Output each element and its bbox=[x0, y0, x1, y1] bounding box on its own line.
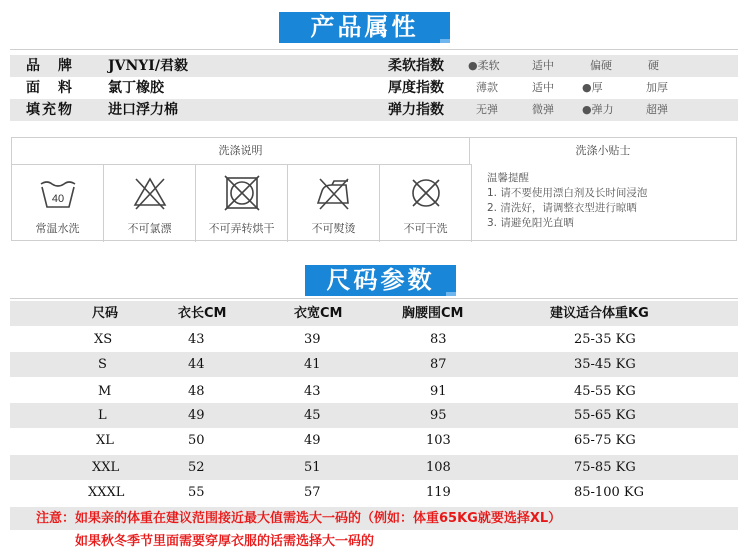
column-header: 建议适合体重KG bbox=[550, 306, 649, 321]
attribute-value: 氯丁橡胶 bbox=[108, 80, 164, 96]
tips-title: 温馨提醒 bbox=[487, 172, 529, 184]
width-cell: 51 bbox=[304, 460, 321, 475]
length-cell: 49 bbox=[188, 408, 205, 423]
scale-option: ●厚 bbox=[582, 81, 603, 94]
wash-label: 不可氯漂 bbox=[127, 222, 172, 235]
scale-option: 偏硬 bbox=[590, 59, 612, 72]
wash-label: 不可熨烫 bbox=[311, 222, 356, 235]
width-cell: 49 bbox=[304, 433, 321, 448]
column-header: 尺码 bbox=[92, 306, 119, 321]
table-row bbox=[10, 379, 738, 404]
wash-instructions-box bbox=[11, 137, 737, 241]
wash-temp: 40 bbox=[51, 193, 65, 205]
size-cell: XS bbox=[94, 332, 113, 347]
size-note: 如果秋冬季节里面需要穿厚衣服的话需选择大一码的 bbox=[36, 534, 375, 549]
length-cell: 48 bbox=[188, 384, 205, 399]
attribute-name: 面 料 bbox=[26, 80, 74, 96]
scale-option: ●弹力 bbox=[582, 103, 614, 116]
waist-cell: 95 bbox=[430, 408, 447, 423]
size-cell: S bbox=[98, 357, 107, 372]
wash-header-left: 洗涤说明 bbox=[12, 138, 470, 164]
wash-cell bbox=[196, 164, 288, 242]
size-cell: XXL bbox=[92, 460, 120, 475]
wash-label: 不可弄转烘干 bbox=[208, 222, 275, 235]
waist-cell: 91 bbox=[430, 384, 447, 399]
size-parameters-title: 尺码参数 bbox=[305, 265, 456, 296]
scale-label: 柔软指数 bbox=[388, 58, 444, 74]
wash-label: 不可干洗 bbox=[403, 222, 448, 235]
length-cell: 44 bbox=[188, 357, 205, 372]
divider bbox=[10, 49, 738, 50]
table-row bbox=[10, 428, 738, 453]
waist-cell: 108 bbox=[426, 460, 451, 475]
scale-option: 薄款 bbox=[476, 81, 498, 94]
length-cell: 43 bbox=[188, 332, 205, 347]
tip-item: 3. 请避免阳光直晒 bbox=[487, 217, 574, 229]
scale-label: 厚度指数 bbox=[388, 80, 444, 96]
size-cell: M bbox=[98, 384, 112, 399]
wash-header-right: 洗涤小贴士 bbox=[575, 144, 631, 157]
wash-cell bbox=[288, 164, 380, 242]
attribute-name: 品 牌 bbox=[26, 58, 74, 74]
weight-cell: 85-100 KG bbox=[574, 485, 644, 500]
no-tumble-dry-icon bbox=[222, 173, 262, 213]
width-cell: 45 bbox=[304, 408, 321, 423]
attribute-row-filling bbox=[10, 99, 738, 121]
size-table-header bbox=[10, 301, 738, 326]
table-row bbox=[10, 327, 738, 352]
table-row bbox=[10, 455, 738, 480]
weight-cell: 45-55 KG bbox=[574, 384, 636, 399]
attribute-value: 进口浮力棉 bbox=[108, 102, 178, 118]
scale-option: 硬 bbox=[648, 59, 659, 72]
length-cell: 52 bbox=[188, 460, 205, 475]
size-cell: XL bbox=[96, 433, 114, 448]
no-bleach-icon bbox=[130, 173, 170, 213]
divider bbox=[10, 298, 738, 299]
product-attributes-title: 产品属性 bbox=[279, 12, 450, 43]
width-cell: 41 bbox=[304, 357, 321, 372]
wash-label: 常温水洗 bbox=[35, 222, 80, 235]
wash-cell bbox=[104, 164, 196, 242]
no-iron-icon bbox=[314, 173, 354, 213]
scale-label: 弹力指数 bbox=[388, 102, 444, 118]
weight-cell: 25-35 KG bbox=[574, 332, 636, 347]
scale-option: ●柔软 bbox=[468, 59, 500, 72]
attribute-row-brand bbox=[10, 55, 738, 77]
weight-cell: 75-85 KG bbox=[574, 460, 636, 475]
table-row bbox=[10, 480, 738, 505]
wash-40-icon bbox=[38, 173, 78, 213]
scale-option: 加厚 bbox=[646, 81, 668, 94]
attribute-name: 填充物 bbox=[26, 102, 74, 118]
width-cell: 43 bbox=[304, 384, 321, 399]
waist-cell: 119 bbox=[426, 485, 451, 500]
waist-cell: 83 bbox=[430, 332, 447, 347]
table-row bbox=[10, 403, 738, 428]
column-header: 胸腰围CM bbox=[402, 306, 464, 321]
wash-tips bbox=[487, 171, 727, 231]
weight-cell: 65-75 KG bbox=[574, 433, 636, 448]
waist-cell: 87 bbox=[430, 357, 447, 372]
weight-cell: 35-45 KG bbox=[574, 357, 636, 372]
no-dry-clean-icon bbox=[406, 173, 446, 213]
scale-option: 微弹 bbox=[532, 103, 554, 116]
length-cell: 55 bbox=[188, 485, 205, 500]
scale-option: 适中 bbox=[532, 59, 554, 72]
size-cell: L bbox=[98, 408, 107, 423]
waist-cell: 103 bbox=[426, 433, 451, 448]
column-header: 衣宽CM bbox=[294, 306, 343, 321]
width-cell: 39 bbox=[304, 332, 321, 347]
column-header: 衣长CM bbox=[178, 306, 227, 321]
table-row bbox=[10, 352, 738, 377]
width-cell: 57 bbox=[304, 485, 321, 500]
length-cell: 50 bbox=[188, 433, 205, 448]
scale-option: 无弹 bbox=[476, 103, 498, 116]
attribute-value: JVNYI/君毅 bbox=[108, 58, 188, 74]
size-cell: XXXL bbox=[88, 485, 125, 500]
tip-item: 1. 请不要使用漂白剂及长时间浸泡 bbox=[487, 187, 648, 199]
scale-option: 适中 bbox=[532, 81, 554, 94]
size-note: 注意：如果亲的体重在建议范围接近最大值需选大一码的（例如：体重65KG就要选择XL） bbox=[10, 507, 738, 530]
scale-option: 超弹 bbox=[646, 103, 668, 116]
weight-cell: 55-65 KG bbox=[574, 408, 636, 423]
wash-cell bbox=[380, 164, 472, 242]
wash-cell bbox=[12, 164, 104, 242]
tip-item: 2. 清洗好，请调整衣型进行晾晒 bbox=[487, 202, 637, 214]
attribute-row-fabric bbox=[10, 77, 738, 99]
